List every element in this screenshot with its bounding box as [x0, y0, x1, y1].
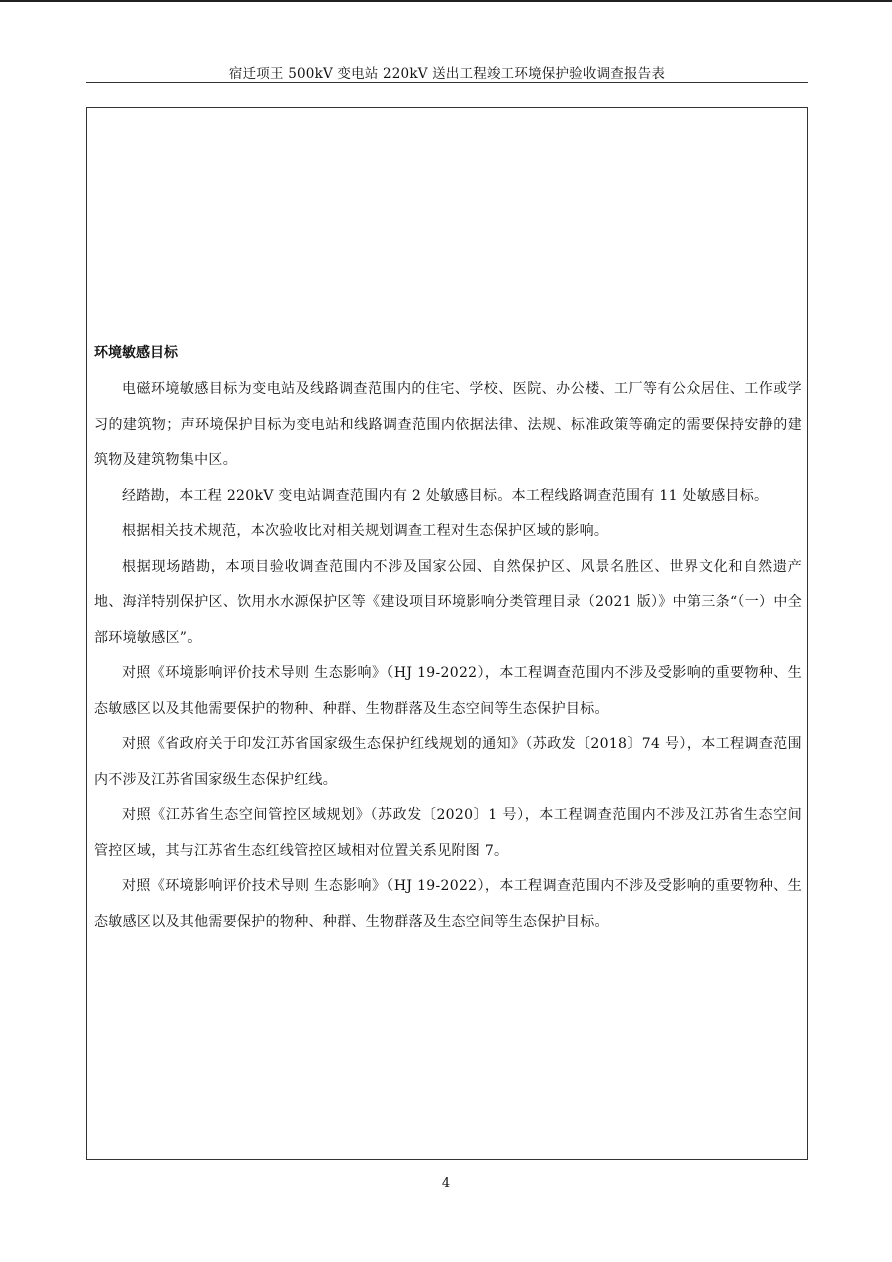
paragraph-sensitive-target-definition: 电磁环境敏感目标为变电站及线路调查范围内的住宅、学校、医院、办公楼、工厂等有公众居住、工作或学习的建筑物；声环境保护目标为变电站和线路调查范围内依据法律、法规、标准政策等确定的需要保持安静的建筑物及建筑物集中区。: [94, 381, 802, 468]
paragraph-survey-count: 经踏勘，本工程 220kV 变电站调查范围内有 2 处敏感目标。本工程线路调查范围有 11 处敏感目标。: [122, 487, 769, 504]
document-header: 宿迁项王 500kV 变电站 220kV 送出工程竣工环境保护验收调查报告表: [228, 66, 666, 82]
header-rule: [86, 82, 808, 83]
paragraph-ecological-space-plan: 对照《江苏省生态空间管控区域规划》（苏政发〔2020〕1 号），本工程调查范围内不涉及江苏省生态空间管控区域，其与江苏省生态红线管控区域相对位置关系见附图 7。: [94, 807, 802, 859]
page-number: 4: [441, 1176, 451, 1191]
paragraph-site-survey: 根据现场踏勘，本项目验收调查范围内不涉及国家公园、自然保护区、风景名胜区、世界文化和自然遗产地、海洋特别保护区、饮用水水源保护区等《建设项目环境影响分类管理目录（2021 版）》中第三条“（一）中全部环境敏感区”。: [94, 558, 802, 646]
paragraph-ecology-guideline-repeat: 对照《环境影响评价技术导则 生态影响》（HJ 19-2022），本工程调查范围内不涉及受影响的重要物种、生态敏感区以及其他需要保护的物种、种群、生物群落及生态空间等生态保护目标。: [94, 878, 802, 930]
top-border: [0, 0, 892, 2]
section-content: [94, 340, 802, 940]
paragraph-red-line-notice: 对照《省政府关于印发江苏省国家级生态保护红线规划的通知》（苏政发〔2018〕74 号），本工程调查范围内不涉及江苏省国家级生态保护红线。: [94, 736, 802, 788]
paragraph-ecology-guideline: 对照《环境影响评价技术导则 生态影响》（HJ 19-2022），本工程调查范围内不涉及受影响的重要物种、生态敏感区以及其他需要保护的物种、种群、生物群落及生态空间等生态保护目标。: [94, 665, 802, 717]
paragraph-technical-spec: 根据相关技术规范，本次验收比对相关规划调查工程对生态保护区域的影响。: [122, 523, 609, 539]
section-title: 环境敏感目标: [94, 345, 178, 361]
